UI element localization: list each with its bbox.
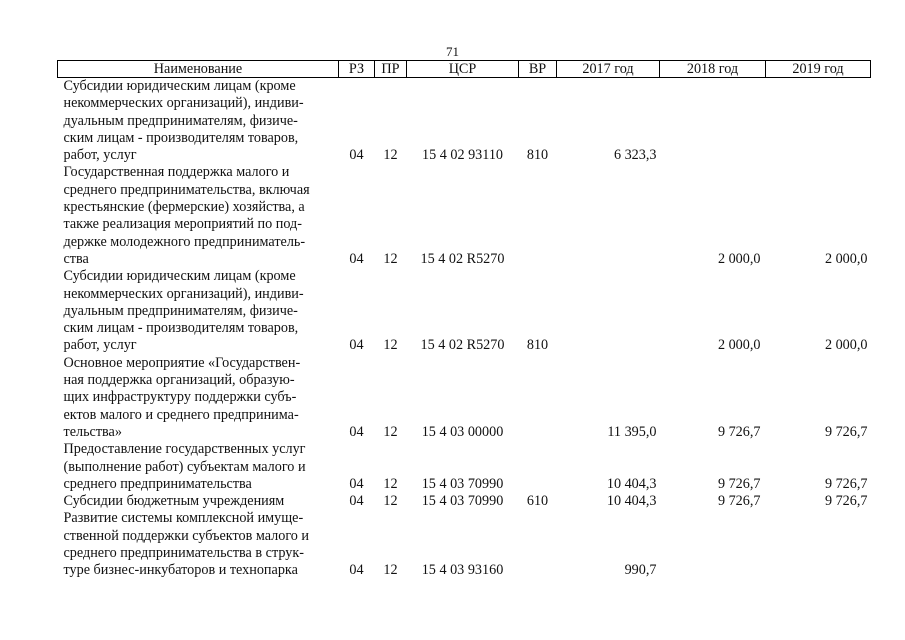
row-name-line: среднего предпринимательства, включая bbox=[63, 181, 310, 198]
row-csr: 15 4 03 00000 bbox=[421, 423, 504, 440]
row-2017: 10 404,3 bbox=[606, 475, 657, 492]
row-vr: 810 bbox=[526, 147, 549, 164]
row-2017: 6 323,3 bbox=[613, 147, 657, 164]
table-row bbox=[58, 78, 871, 165]
row-2018: 9 726,7 bbox=[717, 423, 761, 440]
row-name-line: ства bbox=[63, 250, 89, 267]
row-2019 bbox=[766, 78, 871, 165]
row-name-line: Развитие системы комплексной имуще- bbox=[63, 510, 304, 527]
row-name-line: среднего предпринимательства в струк- bbox=[63, 545, 304, 562]
table-row bbox=[58, 164, 871, 268]
row-name-line: ектов малого и среднего предпринима- bbox=[63, 406, 299, 423]
header-2017: 2017 год bbox=[557, 61, 660, 78]
row-csr: 15 4 02 R5270 bbox=[420, 250, 505, 267]
row-name-line: (выполнение работ) субъектам малого и bbox=[63, 458, 306, 475]
row-2018: 9 726,7 bbox=[717, 493, 761, 510]
header-rz: РЗ bbox=[339, 61, 375, 78]
row-name bbox=[58, 441, 339, 493]
row-name bbox=[58, 78, 339, 165]
row-pr: 12 bbox=[383, 337, 398, 354]
row-name bbox=[58, 268, 339, 354]
row-vr bbox=[519, 355, 557, 441]
row-2018 bbox=[660, 78, 766, 165]
row-name-line: держке молодежного предприниматель- bbox=[63, 233, 306, 250]
row-name-line: работ, услуг bbox=[63, 337, 137, 354]
budget-table bbox=[57, 60, 871, 580]
row-csr: 15 4 03 93160 bbox=[421, 562, 504, 579]
row-pr: 12 bbox=[383, 147, 398, 164]
row-name-line: среднего предпринимательства bbox=[63, 475, 252, 492]
header-2018: 2018 год bbox=[660, 61, 766, 78]
row-pr: 12 bbox=[383, 423, 398, 440]
row-name-line: ная поддержка организаций, образую- bbox=[63, 372, 295, 389]
row-name-line: Основное мероприятие «Государствен- bbox=[63, 354, 301, 371]
row-name-line: щих инфраструктуру поддержки субъ- bbox=[63, 389, 297, 406]
row-name-line: некоммерческих организаций), индиви- bbox=[63, 285, 304, 302]
header-2019: 2019 год bbox=[766, 61, 871, 78]
row-2019: 9 726,7 bbox=[824, 475, 868, 492]
row-rz: 04 bbox=[349, 562, 364, 579]
row-pr: 12 bbox=[383, 493, 398, 510]
row-vr: 810 bbox=[526, 337, 549, 354]
row-name-line: ственной поддержки субъектов малого и bbox=[63, 527, 310, 544]
row-2018: 2 000,0 bbox=[717, 250, 761, 267]
table-row bbox=[58, 510, 871, 579]
table-row bbox=[58, 268, 871, 354]
row-name-line: также реализация мероприятий по под- bbox=[63, 216, 302, 233]
row-name-line: Предоставление государственных услуг bbox=[63, 441, 306, 458]
row-2017: 10 404,3 bbox=[606, 493, 657, 510]
row-2018: 9 726,7 bbox=[717, 475, 761, 492]
row-csr: 15 4 02 R5270 bbox=[420, 337, 505, 354]
row-vr bbox=[519, 164, 557, 268]
header-csr: ЦСР bbox=[407, 61, 519, 78]
row-name-line: работ, услуг bbox=[63, 147, 137, 164]
row-pr: 12 bbox=[383, 562, 398, 579]
row-2019 bbox=[766, 510, 871, 579]
row-vr bbox=[519, 510, 557, 579]
row-rz: 04 bbox=[349, 337, 364, 354]
row-2019: 2 000,0 bbox=[824, 337, 868, 354]
table-row bbox=[58, 441, 871, 493]
row-vr: 610 bbox=[526, 493, 549, 510]
row-name-line: Государственная поддержка малого и bbox=[63, 164, 290, 181]
row-pr: 12 bbox=[383, 475, 398, 492]
row-rz: 04 bbox=[349, 475, 364, 492]
row-2017: 990,7 bbox=[624, 562, 657, 579]
row-name-line: дуальным предпринимателям, физиче- bbox=[63, 302, 298, 319]
row-name bbox=[58, 493, 339, 510]
row-name-line: Субсидии юридическим лицам (кроме bbox=[63, 268, 296, 285]
header-name: Наименование bbox=[58, 61, 339, 78]
row-name-line: Субсидии бюджетным учреждениям bbox=[63, 493, 285, 510]
table-row bbox=[58, 355, 871, 441]
row-2017 bbox=[557, 164, 660, 268]
row-rz: 04 bbox=[349, 423, 364, 440]
row-2018: 2 000,0 bbox=[717, 337, 761, 354]
row-2017 bbox=[557, 268, 660, 354]
row-name bbox=[58, 510, 339, 579]
row-2019: 9 726,7 bbox=[824, 493, 868, 510]
row-csr: 15 4 03 70990 bbox=[421, 493, 504, 510]
row-name-line: Субсидии юридическим лицам (кроме bbox=[63, 78, 296, 94]
row-csr: 15 4 02 93110 bbox=[421, 147, 504, 164]
row-2017: 11 395,0 bbox=[607, 423, 657, 440]
row-rz: 04 bbox=[349, 493, 364, 510]
row-name-line: ским лицам - производителям товаров, bbox=[63, 129, 299, 146]
table-body bbox=[58, 78, 871, 580]
row-name bbox=[58, 164, 339, 268]
row-rz: 04 bbox=[349, 147, 364, 164]
row-rz: 04 bbox=[349, 250, 364, 267]
row-vr bbox=[519, 441, 557, 493]
page-number: 71 bbox=[446, 44, 459, 59]
row-2019: 2 000,0 bbox=[824, 250, 868, 267]
table-header-row bbox=[58, 61, 871, 78]
row-name-line: тельства» bbox=[63, 423, 122, 440]
row-2018 bbox=[660, 510, 766, 579]
row-name-line: туре бизнес-инкубаторов и технопарка bbox=[63, 562, 298, 579]
row-csr: 15 4 03 70990 bbox=[421, 475, 504, 492]
header-vr: ВР bbox=[519, 61, 557, 78]
row-pr: 12 bbox=[383, 250, 398, 267]
row-name-line: ским лицам - производителям товаров, bbox=[63, 320, 299, 337]
table-row bbox=[58, 493, 871, 510]
row-name-line: некоммерческих организаций), индиви- bbox=[63, 95, 304, 112]
row-name-line: дуальным предпринимателям, физиче- bbox=[63, 112, 298, 129]
row-name bbox=[58, 355, 339, 441]
header-pr: ПР bbox=[375, 61, 407, 78]
row-2019: 9 726,7 bbox=[824, 423, 868, 440]
row-name-line: крестьянские (фермерские) хозяйства, а bbox=[63, 199, 305, 216]
